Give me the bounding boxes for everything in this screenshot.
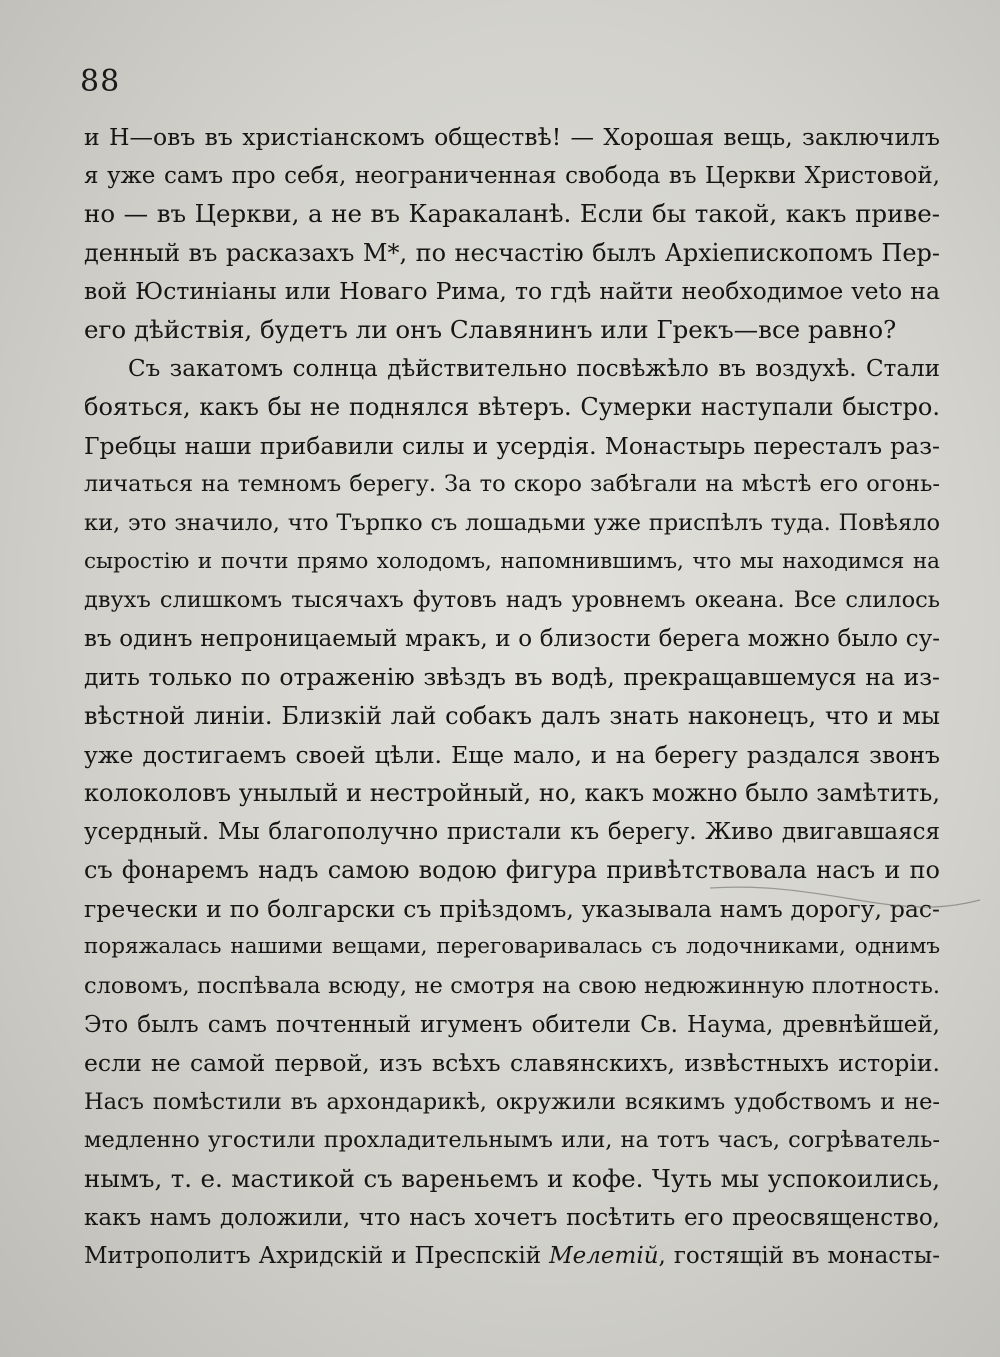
page-number: 88 bbox=[80, 64, 121, 99]
text-line: съ фонаремъ надъ самою водою фигура привѣтствовала насъ и по bbox=[84, 856, 940, 885]
text-line: сыростію и почти прямо холодомъ, напомнившимъ, что мы находимся на bbox=[84, 548, 940, 574]
text-line: ки, это значило, что Търпко съ лошадьми уже приспѣлъ туда. Повѣяло bbox=[84, 509, 940, 536]
text-line: Это былъ самъ почтенный игуменъ обители Св. Наума, древнѣйшей, bbox=[84, 1011, 940, 1038]
text-line: дить только по отраженію звѣздъ въ водѣ, прекращавшемуся на из- bbox=[84, 663, 940, 692]
text-line bbox=[84, 1237, 940, 1276]
text-line: какъ намъ доложили, что насъ хочетъ посѣтить его преосвященство, bbox=[84, 1204, 940, 1231]
text-line: но — въ Церкви, а не въ Каракаланѣ. Если бы такой, какъ приве- bbox=[84, 199, 940, 229]
text-line: Гребцы наши прибавили силы и усердія. Монастырь пересталъ раз- bbox=[84, 431, 940, 460]
body-text bbox=[84, 118, 940, 1276]
text-segment: , гостящій въ монасты- bbox=[658, 1243, 940, 1270]
text-segment: Митрополитъ Ахридскій и Преспскій bbox=[84, 1243, 550, 1270]
text-line: медленно угостили прохладительнымъ или, на тотъ часъ, согрѣватель- bbox=[84, 1127, 940, 1154]
text-line: поряжалась нашими вещами, переговаривалась съ лодочниками, однимъ bbox=[84, 934, 940, 960]
text-line: словомъ, поспѣвала всюду, не смотря на свою недюжинную плотность. bbox=[84, 973, 940, 1000]
text-line: въ одинъ непроницаемый мракъ, и о близости берега можно было су- bbox=[84, 625, 940, 652]
text-line: Насъ помѣстили въ архондарикѣ, окружили всякимъ удобствомъ и не- bbox=[84, 1088, 940, 1115]
text-line: если не самой первой, изъ всѣхъ славянскихъ, извѣстныхъ исторіи. bbox=[84, 1049, 940, 1078]
text-line: вой Юстиніаны или Новаго Рима, то гдѣ найти необходимое veto на bbox=[84, 277, 940, 306]
text-line: Съ закатомъ солнца дѣйствительно посвѣжѣло въ воздухѣ. Стали bbox=[128, 355, 940, 382]
italic-name: Мелетій bbox=[549, 1243, 659, 1270]
text-line: гречески и по болгарски съ пріѣздомъ, указывала намъ дорогу, рас- bbox=[84, 894, 940, 923]
text-line: денный въ расказахъ М*, по несчастію былъ Архіепископомъ Пер- bbox=[84, 238, 940, 267]
text-line: нымъ, т. е. мастикой съ вареньемъ и кофе. Чуть мы успокоились, bbox=[84, 1164, 940, 1194]
text-line: и Н—овъ въ христіанскомъ обществѣ! — Хорошая вещь, заключилъ bbox=[84, 123, 940, 151]
text-line: бояться, какъ бы не поднялся вѣтеръ. Сумерки наступали быстро. bbox=[84, 393, 940, 422]
text-line: уже достигаемъ своей цѣли. Еще мало, и на берегу раздался звонъ bbox=[84, 740, 940, 769]
text-line: вѣстной линіи. Близкій лай собакъ далъ знать наконецъ, что и мы bbox=[84, 701, 940, 730]
text-line: двухъ слишкомъ тысячахъ футовъ надъ уровнемъ океана. Все слилось bbox=[84, 587, 940, 614]
text-line: я уже самъ про себя, неограниченная свобода въ Церкви Христовой, bbox=[84, 162, 940, 189]
text-line: колоколовъ унылый и нестройный, но, какъ можно было замѣтить, bbox=[84, 779, 940, 808]
text-line: усердный. Мы благополучно пристали къ берегу. Живо двигавшаяся bbox=[84, 818, 940, 845]
text-line: личаться на темномъ берегу. За то скоро забѣгали на мѣстѣ его огонь- bbox=[84, 471, 940, 498]
text-line: его дѣйствія, будетъ ли онъ Славянинъ или Грекъ—все равно? bbox=[84, 314, 897, 344]
